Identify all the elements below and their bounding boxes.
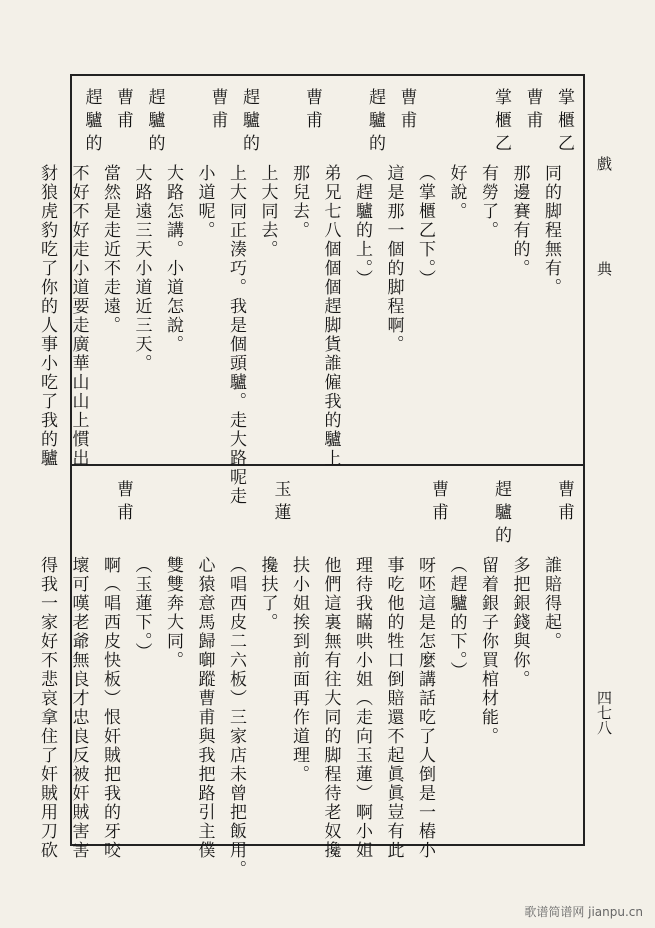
dialogue-line: 事吃他的牲口倒賠還不起眞眞豈有此 <box>383 556 404 860</box>
dialogue-line: 小道呢。 <box>194 164 215 240</box>
speaker-name: 趕驢的 <box>81 88 102 157</box>
speaker-name: 曹甫 <box>522 88 543 134</box>
dialogue-line: 啊（唱西皮快板）恨奸賊把我的牙咬 <box>100 556 120 860</box>
speaker-name: 曹甫 <box>302 88 322 134</box>
dialogue-line: 上大同正湊巧。我是個頭驢。走大路呢走 <box>226 164 246 506</box>
dialogue-line: 雙雙奔大同。 <box>163 556 183 670</box>
speaker-name: 曹甫 <box>554 480 574 526</box>
dialogue-line: 他們這裏無有往大同的脚程待老奴攙 <box>320 556 341 860</box>
dialogue-line: 心猿意馬歸啣蹤曹甫與我把路引主僕 <box>194 556 215 860</box>
dialogue-line: 這是那一個的脚程啊。 <box>383 164 404 354</box>
dialogue-line: 那兒去。 <box>289 164 309 240</box>
dialogue-line: 多把銀錢與你。 <box>509 556 530 689</box>
dialogue-line: 留着銀子你買棺材能。 <box>478 556 498 746</box>
speaker-name: 掌櫃乙 <box>491 88 511 157</box>
dialogue-line: 不好不好走小道要走廣華山山上慣出 <box>68 164 89 468</box>
dialogue-line: 同的脚程無有。 <box>541 164 561 297</box>
page-number: 四七八 <box>595 690 613 735</box>
dialogue-line: 理待我瞞哄小姐（走向玉蓮）啊小姐 <box>352 556 372 860</box>
speaker-name: 趕驢的 <box>491 480 511 549</box>
dialogue-line: 攙扶了。 <box>257 556 278 632</box>
speaker-name: 曹甫 <box>207 88 228 134</box>
dialogue-line: 弟兄七八個個個趕脚貨誰僱我的驢上 <box>320 164 341 468</box>
dialogue-line: 那邊賽有的。 <box>509 164 530 278</box>
watermark: 歌谱简谱网 jianpu.cn <box>524 905 643 919</box>
dialogue-line: （唱西皮二六板）三家店未曾把飯用。 <box>226 556 246 879</box>
dialogue-line: 大路遠三天小道近三天。 <box>131 164 152 373</box>
speaker-name: 曹甫 <box>396 88 417 134</box>
dialogue-line: 壞可嘆老爺無良才忠良反被奸賊害害 <box>68 556 89 860</box>
dialogue-line: 誰賠得起。 <box>541 556 561 651</box>
dialogue-line: 得我一家好不悲哀拿住了奸賊用刀砍 <box>37 556 57 860</box>
dialogue-line: （掌櫃乙下。） <box>415 164 435 289</box>
dialogue-line: 當然是走近不走遠。 <box>100 164 120 335</box>
dialogue-line: 有勞了。 <box>478 164 498 240</box>
dialogue-line: （趕驢的上。） <box>352 164 372 289</box>
dialogue-line: （玉蓮下。） <box>131 556 152 662</box>
speaker-name: 玉蓮 <box>270 480 291 526</box>
speaker-name: 曹甫 <box>113 480 133 526</box>
dialogue-line: 豺狼虎豹吃了你的人事小吃了我的驢 <box>37 164 57 468</box>
book-title: 戲典 <box>595 156 613 366</box>
dialogue-line: 好說。 <box>446 164 467 221</box>
speaker-name: 曹甫 <box>428 480 448 526</box>
speaker-name: 曹甫 <box>113 88 133 134</box>
speaker-name: 趕驢的 <box>144 88 165 157</box>
speaker-name: 掌櫃乙 <box>554 88 574 157</box>
dialogue-line: 上大同去。 <box>257 164 278 259</box>
dialogue-line: （趕驢的下。） <box>446 556 467 681</box>
speaker-name: 趕驢的 <box>365 88 385 157</box>
dialogue-line: 呀呸這是怎麼講話吃了人倒是一樁小 <box>415 556 435 860</box>
dialogue-line: 大路怎講。小道怎說。 <box>163 164 183 354</box>
dialogue-line: 扶小姐挨到前面再作道理。 <box>289 556 309 784</box>
speaker-name: 趕驢的 <box>239 88 259 157</box>
